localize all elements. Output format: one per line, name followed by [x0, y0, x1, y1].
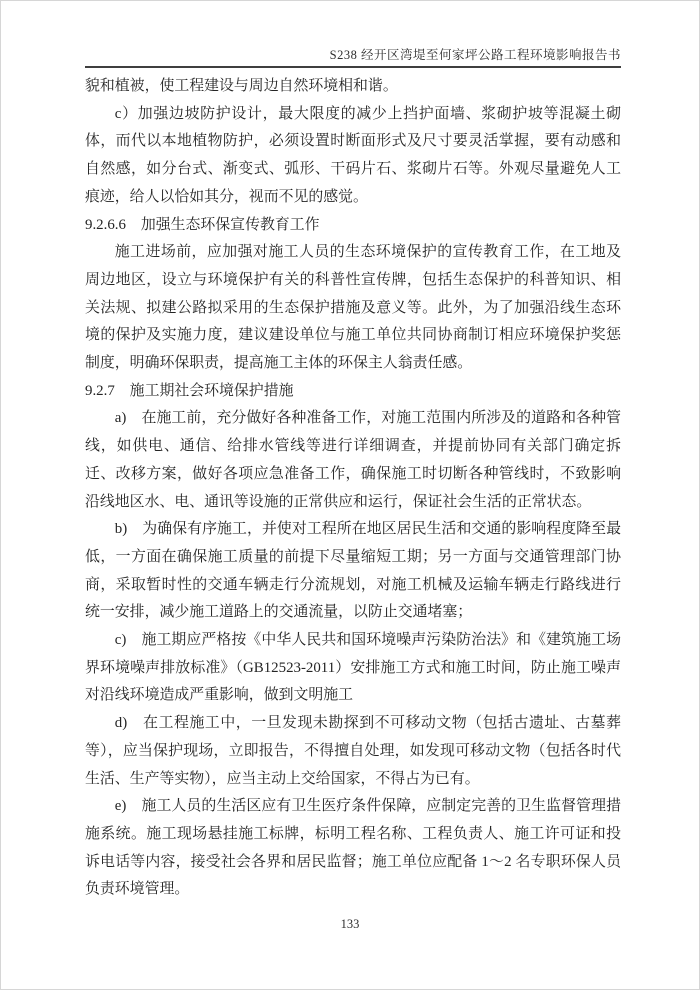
document-body: [1, 68, 699, 904]
page-header: [1, 1, 699, 68]
paragraph: a) 在施工前，充分做好各种准备工作，对施工范围内所涉及的道路和各种管线，如供电、通信、给排水管线等进行详细调查，并提前协同有关部门确定拆迁、改移方案，做好各项应急准备工作，确保施工时切断各种管线时，不致影响沿线地区水、电、通讯等设施的正常供应和运行，保证社会生活的正常状态。: [85, 410, 621, 510]
report-title: S238 经开区湾堤至何家坪公路工程环境影响报告书: [329, 48, 621, 62]
paragraph: b) 为确保有序施工，并使对工程所在地区居民生活和交通的影响程度降至最低，一方面在确保施工质量的前提下尽量缩短工期；另一方面与交通管理部门协商，采取暂时性的交通车辆走行分流规划，对施工机械及运输车辆走行路线进行统一安排，减少施工道路上的交通流量，以防止交通堵塞；: [85, 521, 621, 621]
section-heading: 9.2.7 施工期社会环境保护措施: [85, 382, 294, 399]
paragraph: c) 施工期应严格按《中华人民共和国环境噪声污染防治法》和《建筑施工场界环境噪声排放标准》（GB12523-2011）安排施工方式和施工时间，防止施工噪声对沿线环境造成严重影响，做到文明施工: [85, 632, 621, 704]
page-footer: [1, 917, 699, 932]
paragraph: 貌和植被，使工程建设与周边自然环境相和谐。: [85, 78, 398, 94]
page-number: 133: [340, 917, 360, 931]
section-heading: 9.2.6.6 加强生态环保宣传教育工作: [85, 216, 320, 233]
paragraph: d) 在工程施工中，一旦发现未勘探到不可移动文物（包括古遗址、古墓葬等），应当保护现场，立即报告，不得擅自处理，如发现可移动文物（包括各时代生活、生产等实物），应当主动上交给国家，不得占为已有。: [85, 715, 621, 787]
paragraph: e) 施工人员的生活区应有卫生医疗条件保障，应制定完善的卫生监督管理措施系统。施工现场悬挂施工标牌，标明工程名称、工程负责人、施工许可证和投诉电话等内容，接受社会各界和居民监督；施工单位应配备 1～2 名专职环保人员负责环境管理。: [85, 798, 621, 898]
paragraph: 施工进场前，应加强对施工人员的生态环境保护的宣传教育工作，在工地及周边地区，设立与环境保护有关的科普性宣传牌，包括生态保护的科普知识、相关法规、拟建公路拟采用的生态保护措施及意义等。此外，为了加强沿线生态环境的保护及实施力度，建议建设单位与施工单位共同协商制订相应环境保护奖惩制度，明确环保职责，提高施工主体的环保主人翁责任感。: [85, 244, 621, 372]
paragraph: c）加强边坡防护设计，最大限度的减少上挡护面墙、浆砌护坡等混凝土砌体，而代以本地植物防护，必须设置时断面形式及尺寸要灵活掌握，要有动感和自然感，如分台式、渐变式、弧形、干码片石、浆砌片石等。外观尽量避免人工痕迹，给人以恰如其分，视而不见的感觉。: [85, 105, 621, 205]
